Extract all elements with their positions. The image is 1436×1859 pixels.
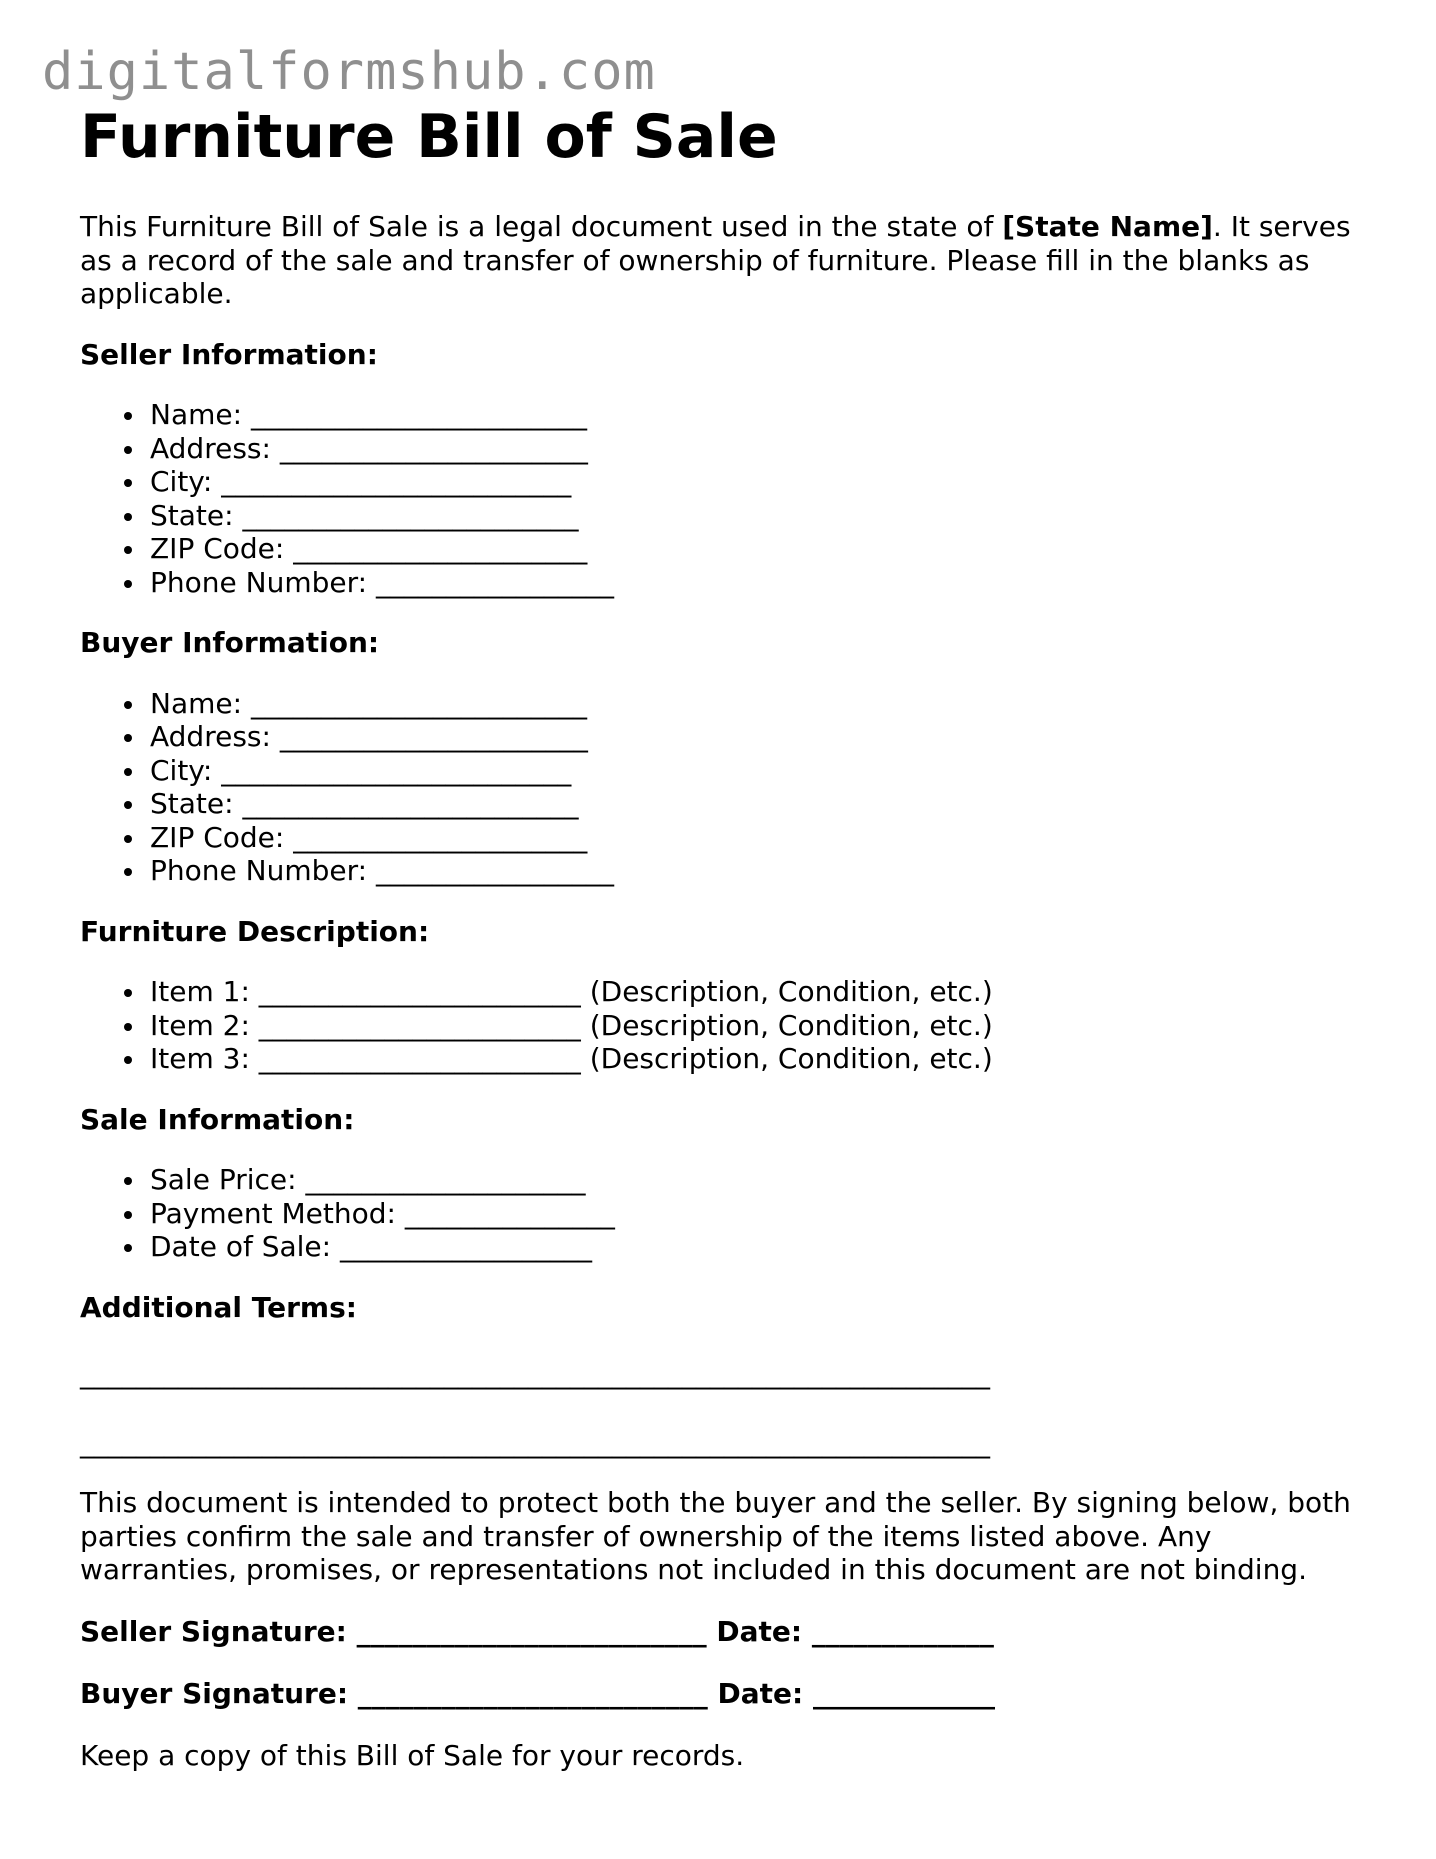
buyer-city-field[interactable]	[150, 754, 1370, 788]
furniture-heading: Furniture Description:	[80, 914, 430, 948]
additional-terms-line-1[interactable]: _________________________________________________________________	[80, 1357, 990, 1390]
signature-label: Buyer Signature:	[80, 1677, 349, 1710]
blank-line[interactable]: ________________________	[242, 787, 579, 820]
blank-line[interactable]: ________________________	[250, 686, 587, 720]
field-label: City:	[150, 465, 213, 498]
state-name-placeholder: [State Name]	[1002, 210, 1213, 243]
blank-line[interactable]: ________________________	[250, 398, 587, 431]
field-label: Date of Sale:	[150, 1230, 332, 1263]
furniture-items	[80, 975, 1370, 1076]
field-label: Item 1:	[150, 975, 250, 1008]
buyer-phone-field[interactable]	[150, 854, 1370, 888]
blank-line[interactable]: __________________	[340, 1230, 592, 1263]
blank-line[interactable]: _________________	[375, 565, 614, 599]
buyer-date-field[interactable]: _____________	[813, 1677, 995, 1710]
document-body	[80, 102, 1370, 1772]
payment-method-field[interactable]	[150, 1197, 1370, 1231]
seller-signature-field[interactable]: _________________________	[356, 1614, 707, 1648]
field-label: State:	[150, 498, 234, 532]
blank-line[interactable]: _______________________	[258, 975, 581, 1008]
sale-fields	[80, 1163, 1370, 1264]
date-of-sale-field[interactable]	[150, 1230, 1370, 1264]
blank-line[interactable]: _________________________	[221, 753, 572, 787]
buyer-name-field[interactable]	[150, 687, 1370, 721]
buyer-signature-field[interactable]: _________________________	[357, 1677, 708, 1710]
furniture-item-1-field[interactable]	[150, 975, 1370, 1009]
field-hint: (Description, Condition, etc.)	[589, 975, 993, 1008]
closing-paragraph: This document is intended to protect both the buyer and the seller. By signing below, both parties confirm the sale and transfer of ownership of the items listed above. Any warranties, promises, or representations not included in this document are not binding.	[80, 1486, 1351, 1586]
intro-text-start: This Furniture Bill of Sale is a legal document used in the state of	[80, 210, 1003, 243]
seller-signature-row	[80, 1615, 1370, 1649]
furniture-item-2-field[interactable]	[150, 1009, 1370, 1043]
blank-line[interactable]: ____________________	[305, 1163, 586, 1196]
buyer-signature-row	[80, 1677, 1370, 1711]
document-title: Furniture Bill of Sale	[80, 102, 778, 172]
buyer-fields	[80, 687, 1370, 888]
footer-note: Keep a copy of this Bill of Sale for your records.	[80, 1738, 745, 1772]
field-hint: (Description, Condition, etc.)	[589, 1008, 993, 1042]
additional-terms-heading: Additional Terms:	[80, 1290, 357, 1324]
field-label: Address:	[150, 720, 271, 753]
sale-price-field[interactable]	[150, 1163, 1370, 1197]
seller-name-field[interactable]	[150, 398, 1370, 432]
seller-address-field[interactable]	[150, 432, 1370, 466]
seller-zip-field[interactable]	[150, 532, 1370, 566]
blank-line[interactable]: _________________________	[221, 465, 572, 498]
buyer-zip-field[interactable]	[150, 821, 1370, 855]
seller-heading: Seller Information:	[80, 337, 378, 371]
blank-line[interactable]: _____________________	[293, 532, 588, 565]
signature-label: Seller Signature:	[80, 1614, 347, 1648]
buyer-state-field[interactable]	[150, 787, 1370, 821]
buyer-heading: Buyer Information:	[80, 626, 380, 659]
field-label: State:	[150, 787, 234, 820]
seller-state-field[interactable]	[150, 499, 1370, 533]
intro-text-end: . It serves as a record of the sale and transfer of ownership of furniture. Please fill in the blanks as applicable.	[80, 210, 1351, 310]
blank-line[interactable]: _______________________	[258, 1042, 581, 1075]
field-label: Name:	[150, 686, 243, 720]
intro-paragraph	[80, 210, 1370, 311]
field-label: ZIP Code:	[150, 820, 285, 854]
field-label: Phone Number:	[150, 565, 368, 599]
blank-line[interactable]: ________________________	[242, 498, 579, 532]
buyer-address-field[interactable]	[150, 720, 1370, 754]
field-label: Sale Price:	[150, 1163, 297, 1196]
blank-line[interactable]: _________________	[375, 854, 614, 887]
field-label: Name:	[150, 398, 243, 431]
furniture-item-3-field[interactable]	[150, 1042, 1370, 1076]
field-label: Item 2:	[150, 1008, 250, 1042]
field-hint: (Description, Condition, etc.)	[589, 1042, 993, 1075]
blank-line[interactable]: _____________________	[293, 820, 588, 854]
seller-fields	[80, 398, 1370, 599]
field-label: Address:	[150, 431, 271, 465]
date-label: Date:	[716, 1614, 803, 1648]
field-label: Payment Method:	[150, 1196, 396, 1230]
field-label: ZIP Code:	[150, 532, 285, 565]
sale-heading: Sale Information:	[80, 1102, 355, 1136]
blank-line[interactable]: ______________________	[279, 720, 588, 753]
watermark: digitalformshub.com	[42, 42, 656, 102]
blank-line[interactable]: ______________________	[279, 431, 588, 465]
seller-city-field[interactable]	[150, 465, 1370, 499]
field-label: City:	[150, 753, 213, 787]
date-label: Date:	[717, 1677, 804, 1710]
seller-phone-field[interactable]	[150, 566, 1370, 600]
field-label: Item 3:	[150, 1042, 250, 1075]
blank-line[interactable]: _______________	[404, 1196, 615, 1230]
additional-terms-line-2[interactable]: _________________________________________________________________	[80, 1425, 990, 1459]
blank-line[interactable]: _______________________	[258, 1008, 581, 1042]
seller-date-field[interactable]: _____________	[811, 1614, 994, 1648]
field-label: Phone Number:	[150, 854, 368, 887]
